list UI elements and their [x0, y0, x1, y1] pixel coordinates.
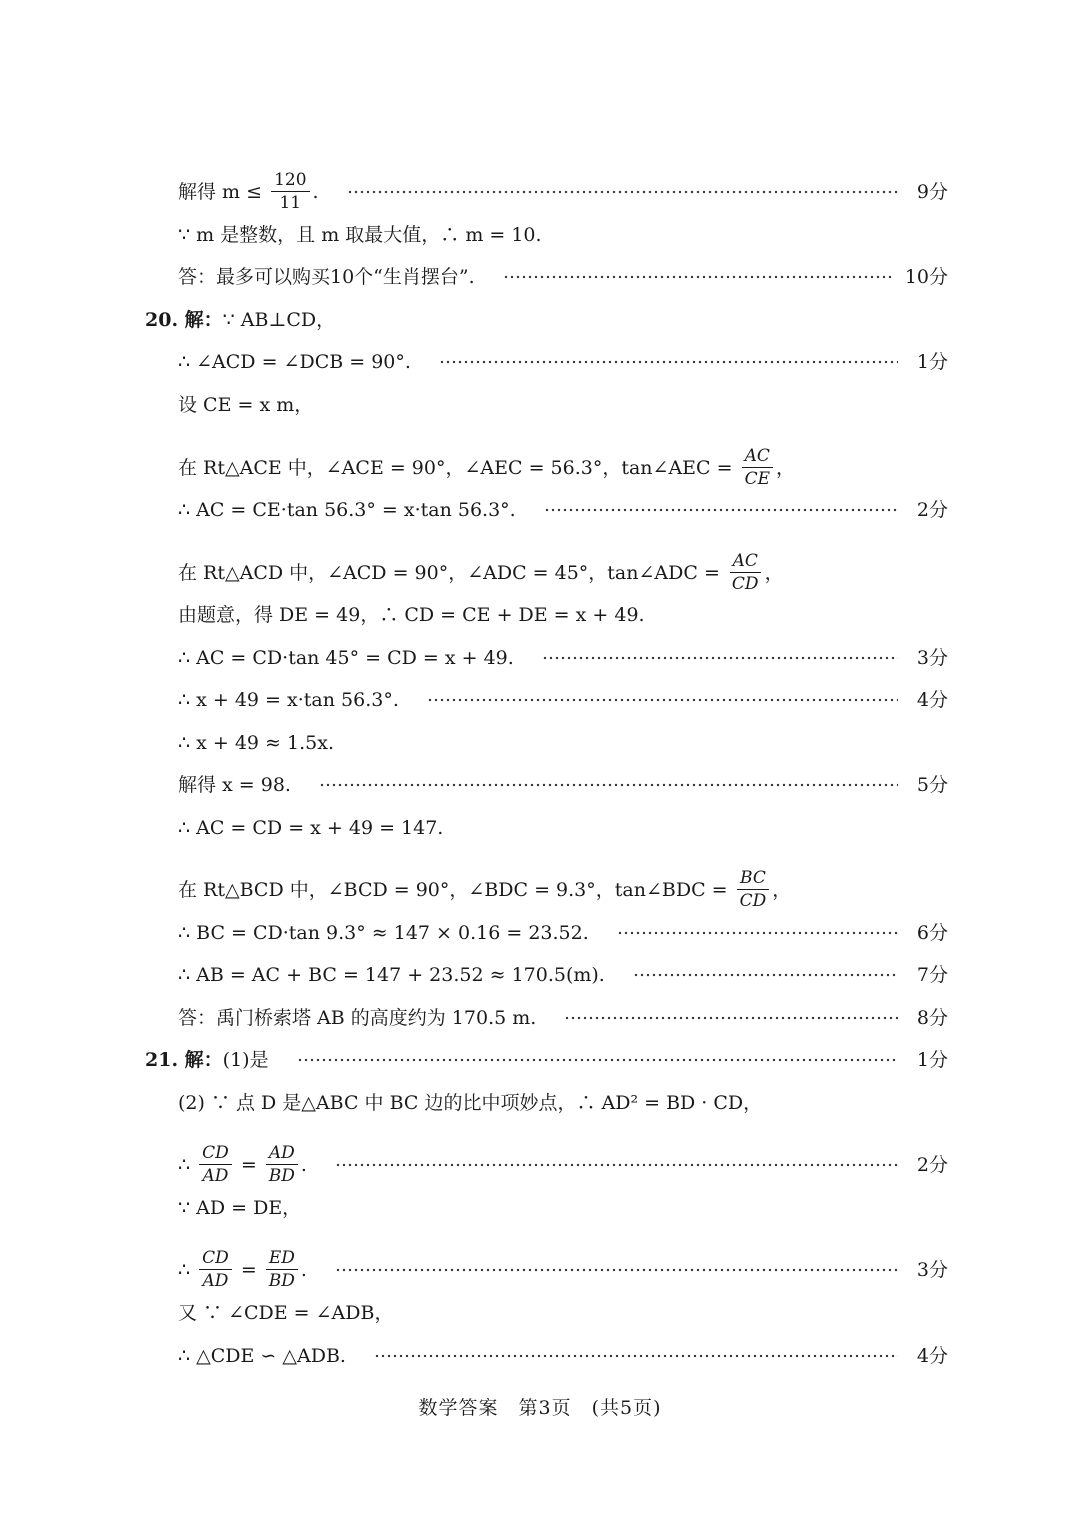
page-footer: 数学答案 第3页 (共5页)	[418, 1397, 662, 1419]
score-points: 4分	[916, 689, 948, 711]
dot-leader	[297, 1058, 898, 1062]
score-points: 1分	[916, 1049, 948, 1071]
line-content	[178, 497, 516, 523]
line-content	[145, 307, 335, 333]
line-content	[178, 962, 605, 988]
line-text: ∵ AD = DE，	[178, 1197, 302, 1219]
solution-line	[178, 962, 948, 988]
denominator: BD	[268, 1166, 295, 1186]
line-content	[178, 867, 791, 912]
denominator: CD	[731, 574, 759, 594]
solution-line	[178, 920, 948, 946]
line-content	[178, 1005, 536, 1031]
line-text: 答：最多可以购买10个“生肖摆台”.	[178, 266, 475, 288]
numerator: 120	[271, 169, 309, 192]
denominator: CE	[744, 469, 771, 489]
fraction	[266, 1247, 298, 1292]
solution-line	[178, 169, 948, 214]
score-points: 1分	[916, 351, 948, 373]
line-content	[178, 445, 795, 490]
line-text: ∴ AC = CD·tan 45° = CD = x + 49.	[178, 647, 514, 669]
fraction	[742, 445, 773, 490]
solution-line	[178, 645, 948, 671]
line-text: (2) ∵ 点 D 是△ABC 中 BC 边的比中项妙点，∴ AD² = BD · CD，	[178, 1092, 763, 1114]
line-content	[178, 1247, 307, 1292]
score-points: 8分	[916, 1007, 948, 1029]
numerator: AD	[266, 1142, 298, 1165]
dot-leader	[542, 656, 898, 660]
score-points: 2分	[916, 1153, 948, 1176]
solution-line	[178, 497, 948, 523]
fraction	[199, 1142, 232, 1187]
fraction	[737, 867, 770, 912]
line-text: 由题意，得 DE = 49，∴ CD = CE + DE = x + 49.	[178, 604, 645, 626]
solution-line	[178, 550, 948, 595]
solution-line	[178, 1090, 948, 1116]
line-content	[178, 169, 319, 214]
line-content	[178, 645, 514, 671]
solution-line	[178, 730, 948, 756]
line-text: ∴ △CDE ∽ △ADB.	[178, 1345, 346, 1367]
line-text: 在 Rt△BCD 中，∠BCD = 90°，∠BDC = 9.3°，tan∠BDC =	[178, 878, 734, 901]
score-points: 3分	[916, 1258, 948, 1281]
line-text: 解得 m ≤	[178, 180, 269, 203]
problem-number: 20. 解：	[145, 309, 223, 331]
score-points: 2分	[916, 499, 948, 521]
line-text: ，	[772, 878, 792, 901]
numerator: CD	[199, 1142, 232, 1165]
line-text: (1)是	[222, 1049, 269, 1071]
dot-leader	[617, 931, 898, 935]
dot-leader	[335, 1163, 898, 1167]
solution-line	[178, 1343, 948, 1369]
score-points: 4分	[916, 1345, 948, 1367]
numerator: AC	[742, 445, 773, 468]
line-content	[178, 1090, 762, 1116]
solution-line	[178, 867, 948, 912]
dot-leader	[335, 1268, 898, 1272]
fraction	[266, 1142, 298, 1187]
solution-line	[178, 815, 948, 841]
line-text: ，	[776, 456, 796, 479]
solution-line	[178, 687, 948, 713]
line-content	[178, 920, 589, 946]
solution-line	[145, 1047, 948, 1073]
line-text: ∵ AB⊥CD，	[222, 309, 336, 331]
line-content	[178, 602, 645, 628]
dot-leader	[427, 698, 898, 702]
line-text: =	[234, 1258, 263, 1281]
denominator: 11	[279, 193, 302, 213]
line-content	[178, 264, 475, 290]
solution-line	[178, 1005, 948, 1031]
solution-line	[178, 392, 948, 418]
score-points: 3分	[916, 647, 948, 669]
line-text: 答：禹门桥索塔 AB 的高度约为 170.5 m.	[178, 1007, 537, 1029]
line-text: ∴	[178, 1153, 197, 1176]
line-text: 又 ∵ ∠CDE = ∠ADB，	[178, 1302, 394, 1324]
line-content	[178, 1343, 346, 1369]
line-text: ∵ m 是整数，且 m 取最大值，∴ m = 10.	[178, 224, 542, 246]
line-text: ∴ ∠ACD = ∠DCB = 90°.	[178, 351, 411, 373]
line-text: 在 Rt△ACE 中，∠ACE = 90°，∠AEC = 56.3°，tan∠AEC =	[178, 456, 739, 479]
score-points: 7分	[916, 964, 948, 986]
dot-leader	[544, 508, 898, 512]
line-content	[178, 815, 443, 841]
fraction	[729, 550, 762, 595]
fraction	[271, 169, 309, 214]
denominator: AD	[202, 1271, 229, 1291]
denominator: BD	[268, 1271, 295, 1291]
solution-line	[178, 772, 948, 798]
numerator: ED	[266, 1247, 298, 1270]
solution-line	[178, 445, 948, 490]
dot-leader	[374, 1354, 898, 1358]
solution-line	[178, 1300, 948, 1326]
dot-leader	[319, 783, 898, 787]
line-content	[178, 392, 313, 418]
solution-line	[178, 1142, 948, 1187]
numerator: CD	[199, 1247, 232, 1270]
numerator: BC	[737, 867, 769, 890]
line-content	[178, 349, 411, 375]
line-text: 解得 x = 98.	[178, 774, 291, 796]
dot-leader	[564, 1016, 898, 1020]
line-text: .	[300, 1258, 307, 1281]
fraction	[199, 1247, 232, 1292]
numerator: AC	[730, 550, 761, 573]
line-content	[178, 730, 334, 756]
line-content	[178, 1195, 301, 1221]
solution-line	[178, 349, 948, 375]
line-text: ，	[764, 561, 784, 584]
line-content	[178, 1300, 393, 1326]
line-content	[145, 1047, 269, 1073]
line-text: =	[234, 1153, 263, 1176]
dot-leader	[633, 973, 898, 977]
line-text: 在 Rt△ACD 中，∠ACD = 90°，∠ADC = 45°，tan∠ADC =	[178, 561, 726, 584]
line-text: .	[312, 180, 319, 203]
line-text: ∴ AB = AC + BC = 147 + 23.52 ≈ 170.5(m).	[178, 964, 605, 986]
denominator: CD	[739, 891, 767, 911]
line-text: ∴ AC = CE·tan 56.3° = x·tan 56.3°.	[178, 499, 516, 521]
score-points: 9分	[916, 180, 948, 203]
problem-number: 21. 解：	[145, 1049, 223, 1071]
line-content	[178, 550, 784, 595]
line-text: ∴ BC = CD·tan 9.3° ≈ 147 × 0.16 = 23.52.	[178, 922, 589, 944]
line-content	[178, 1142, 307, 1187]
line-text: .	[300, 1153, 307, 1176]
score-points: 5分	[916, 774, 948, 796]
dot-leader	[503, 275, 893, 279]
line-text: 设 CE = x m，	[178, 394, 314, 416]
solution-line	[178, 1247, 948, 1292]
denominator: AD	[202, 1166, 229, 1186]
score-points: 10分	[904, 266, 948, 288]
score-points: 6分	[916, 922, 948, 944]
line-content	[178, 772, 291, 798]
dot-leader	[347, 190, 898, 194]
solution-line	[178, 602, 948, 628]
solution-line	[145, 307, 948, 333]
dot-leader	[439, 360, 898, 364]
solution-line	[178, 264, 948, 290]
line-text: ∴ AC = CD = x + 49 = 147.	[178, 817, 444, 839]
solution-line	[178, 1195, 948, 1221]
line-content	[178, 222, 542, 248]
line-text: ∴ x + 49 = x·tan 56.3°.	[178, 689, 399, 711]
solution-line	[178, 222, 948, 248]
line-text: ∴	[178, 1258, 197, 1281]
line-content	[178, 687, 399, 713]
line-text: ∴ x + 49 ≈ 1.5x.	[178, 732, 334, 754]
